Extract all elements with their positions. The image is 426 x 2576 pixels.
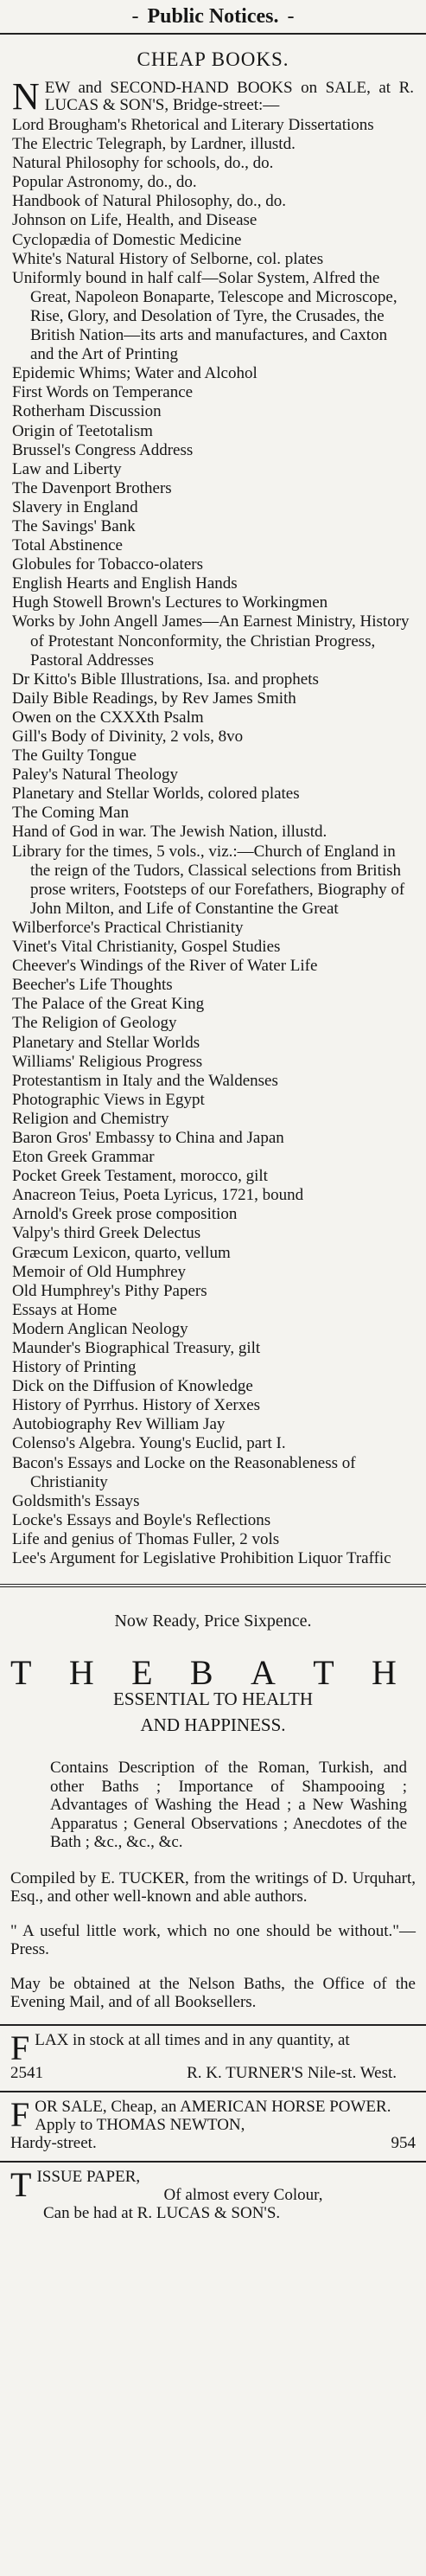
drop-cap: N xyxy=(12,75,40,118)
book-entry: Cyclopædia of Domestic Medicine xyxy=(12,230,242,249)
cheap-books-title: CHEAP BOOKS. xyxy=(137,48,289,70)
book-entry: Epidemic Whims; Water and Alcohol xyxy=(12,364,258,383)
book-entry: Library for the times, 5 vols., viz.:—Church of England in the reign of the Tudors, Classical selections from British prose writers, Footsteps of our Forefathers, Biography of John Milton, and Life of Constantine the Great xyxy=(12,842,405,918)
book-list xyxy=(12,116,414,1568)
book-entry: The Electric Telegraph, by Lardner, illustd. xyxy=(12,135,296,154)
book-entry: Maunder's Biographical Treasury, gilt xyxy=(12,1339,261,1357)
sale-drop-cap: F xyxy=(10,2094,30,2134)
bath-title-letter: E xyxy=(131,1653,156,1693)
book-entry: Cheever's Windings of the River of Water Life xyxy=(12,957,318,976)
book-entry: Goldsmith's Essays xyxy=(12,1491,140,1510)
tissue-line-1: ISSUE PAPER, xyxy=(36,2167,141,2186)
sale-text: OR SALE, Cheap, an AMERICAN HORSE POWER. Apply to THOMAS NEWTON, xyxy=(35,2097,391,2134)
double-rule-divider xyxy=(0,1584,426,1587)
book-entry: History of Printing xyxy=(12,1358,137,1377)
book-entry: Autobiography Rev William Jay xyxy=(12,1415,226,1434)
bath-advert xyxy=(0,1612,426,2012)
book-entry: The Guilty Tongue xyxy=(12,747,137,766)
bath-subtitle-line-1: ESSENTIAL TO HEALTH xyxy=(113,1688,313,1710)
book-entry: White's Natural History of Selborne, col. plates xyxy=(12,249,324,268)
book-entry: Handbook of Natural Philosophy, do., do. xyxy=(12,192,286,211)
bath-title-letter: T xyxy=(10,1653,35,1693)
book-entry: Brussel's Congress Address xyxy=(12,440,194,459)
press-quote: " A useful little work, which no one should be without."—Press. xyxy=(10,1921,416,1959)
book-entry: Hugh Stowell Brown's Lectures to Workingmen xyxy=(12,593,328,612)
book-entry: Law and Liberty xyxy=(12,459,122,478)
book-entry: Johnson on Life, Health, and Disease xyxy=(12,211,258,230)
book-entry: Pocket Greek Testament, morocco, gilt xyxy=(12,1167,268,1186)
flax-drop-cap: F xyxy=(10,2028,30,2067)
book-entry: Baron Gros' Embassy to China and Japan xyxy=(12,1128,284,1147)
flax-advert xyxy=(0,2026,426,2086)
book-entry: Photographic Views in Egypt xyxy=(12,1090,205,1109)
book-entry: Vinet's Vital Christianity, Gospel Studies xyxy=(12,938,281,957)
section-title: Public Notices. xyxy=(147,5,279,28)
flax-text: LAX in stock at all times and in any quantity, at xyxy=(35,2030,350,2049)
bath-title-letter: A xyxy=(250,1653,279,1693)
book-entry: Eton Greek Grammar xyxy=(12,1148,155,1167)
bath-availability: May be obtained at the Nelson Baths, the Office of the Evening Mail, and of all Booksellers. xyxy=(10,1974,416,2012)
book-entry: Valpy's third Greek Delectus xyxy=(12,1224,201,1243)
bath-title-letter: T xyxy=(313,1653,338,1693)
book-entry: Anacreon Teius, Poeta Lyricus, 1721, bound xyxy=(12,1186,304,1205)
book-entry: Works by John Angell James—An Earnest Ministry, History of Protestant Nonconformity, the Christian Progress, Pastoral Addresses xyxy=(12,612,410,670)
book-entry: Memoir of Old Humphrey xyxy=(12,1262,187,1281)
book-entry: Slavery in England xyxy=(12,497,138,516)
book-entry: Planetary and Stellar Worlds xyxy=(12,1033,200,1052)
book-entry: Life and genius of Thomas Fuller, 2 vols xyxy=(12,1529,280,1548)
book-entry: The Religion of Geology xyxy=(12,1014,177,1033)
tissue-drop-cap: T xyxy=(10,2164,32,2204)
book-entry: Planetary and Stellar Worlds, colored plates xyxy=(12,785,300,804)
book-entry: Lord Brougham's Rhetorical and Literary Dissertations xyxy=(12,116,374,134)
book-entry: Origin of Teetotalism xyxy=(12,421,153,440)
book-entry: Beecher's Life Thoughts xyxy=(12,976,173,995)
book-entry: Lee's Argument for Legislative Prohibition Liquor Traffic xyxy=(12,1549,391,1568)
cheap-books-advert xyxy=(0,48,426,1568)
bath-subtitle xyxy=(10,1686,416,1738)
book-entry: The Palace of the Great King xyxy=(12,995,205,1014)
section-header xyxy=(0,0,426,35)
sale-advert xyxy=(0,2092,426,2156)
book-entry: Arnold's Greek prose composition xyxy=(12,1205,238,1224)
book-entry: Religion and Chemistry xyxy=(12,1109,169,1128)
book-entry: Natural Philosophy for schools, do., do. xyxy=(12,154,274,173)
flax-footer xyxy=(10,2064,416,2082)
book-entry: Modern Anglican Neology xyxy=(12,1319,188,1338)
book-entry: Hand of God in war. The Jewish Nation, illustd. xyxy=(12,823,327,842)
tissue-line-3: Can be had at R. LUCAS & SON'S. xyxy=(43,2203,281,2222)
book-entry: Locke's Essays and Boyle's Reflections xyxy=(12,1510,271,1529)
tissue-line-2: Of almost every Colour, xyxy=(163,2185,323,2204)
tissue-advert xyxy=(0,2163,426,2226)
header-dash-left: - xyxy=(131,5,139,28)
book-entry: Rotherham Discussion xyxy=(12,402,162,421)
book-entry: Dr Kitto's Bible Illustrations, Isa. and prophets xyxy=(12,670,319,689)
book-entry: Williams' Religious Progress xyxy=(12,1052,203,1071)
book-entry: Old Humphrey's Pithy Papers xyxy=(12,1281,207,1300)
book-entry: The Coming Man xyxy=(12,804,130,823)
bath-contents: Contains Description of the Roman, Turkish, and other Baths ; Importance of Shampooing ; Advantages of Washing the Head ; a New Washing Apparatus ; General Observations ; Anecdotes of the Bath ; &c., &c., &c. xyxy=(50,1759,407,1852)
book-entry: Globules for Tobacco-olaters xyxy=(12,555,203,574)
book-entry: Bacon's Essays and Locke on the Reasonableness of Christianity xyxy=(12,1453,356,1491)
bath-compiler: Compiled by E. TUCKER, from the writings of D. Urquhart, Esq., and other well-known and able authors. xyxy=(10,1868,416,1906)
book-entry: Græcum Lexicon, quarto, vellum xyxy=(12,1243,231,1262)
bath-subtitle-line-2: AND HAPPINESS. xyxy=(140,1714,286,1736)
price-notice: Now Ready, Price Sixpence. xyxy=(114,1612,312,1631)
bath-title-letter: H xyxy=(372,1653,400,1693)
book-entry: Colenso's Algebra. Young's Euclid, part I. xyxy=(12,1434,286,1453)
book-entry: The Savings' Bank xyxy=(12,516,136,535)
sale-code: 954 xyxy=(391,2133,416,2152)
book-entry: Uniformly bound in half calf—Solar System, Alfred the Great, Napoleon Bonaparte, Telescope and Microscope, Rise, Glory, and Desolation of Tyre, the Crusades, the British Nation—its arts and manufactures, and Caxton and the Art of Printing xyxy=(12,268,397,364)
book-entry: Dick on the Diffusion of Knowledge xyxy=(12,1377,253,1396)
book-entry: Popular Astronomy, do., do. xyxy=(12,173,197,192)
book-entry: Wilberforce's Practical Christianity xyxy=(12,918,244,937)
book-entry: The Davenport Brothers xyxy=(12,478,172,497)
sale-street: Hardy-street. xyxy=(10,2133,97,2152)
flax-seller: R. K. TURNER'S Nile-st. West. xyxy=(187,2063,397,2082)
book-entry: Essays at Home xyxy=(12,1300,118,1319)
book-entry: Protestantism in Italy and the Waldenses xyxy=(12,1071,278,1090)
book-entry: English Hearts and English Hands xyxy=(12,574,238,593)
book-entry: History of Pyrrhus. History of Xerxes xyxy=(12,1396,261,1415)
book-entry: Paley's Natural Theology xyxy=(12,766,178,785)
flax-code: 2541 xyxy=(10,2063,43,2082)
book-entry: Daily Bible Readings, by Rev James Smith xyxy=(12,689,296,708)
sale-footer xyxy=(10,2134,416,2152)
header-dash-right: - xyxy=(287,5,295,28)
book-entry: Gill's Body of Divinity, 2 vols, 8vo xyxy=(12,727,244,746)
book-entry: Total Abstinence xyxy=(12,536,123,555)
bath-title-letter: B xyxy=(189,1653,217,1693)
book-entry: Owen on the CXXXth Psalm xyxy=(12,708,204,727)
book-entry: First Words on Temperance xyxy=(12,383,194,402)
cheap-books-intro xyxy=(12,75,414,118)
intro-text: EW and SECOND-HAND BOOKS on SALE, at R. LUCAS & SON'S, Bridge-street:— xyxy=(44,79,414,114)
bath-title-letter: H xyxy=(68,1653,98,1693)
